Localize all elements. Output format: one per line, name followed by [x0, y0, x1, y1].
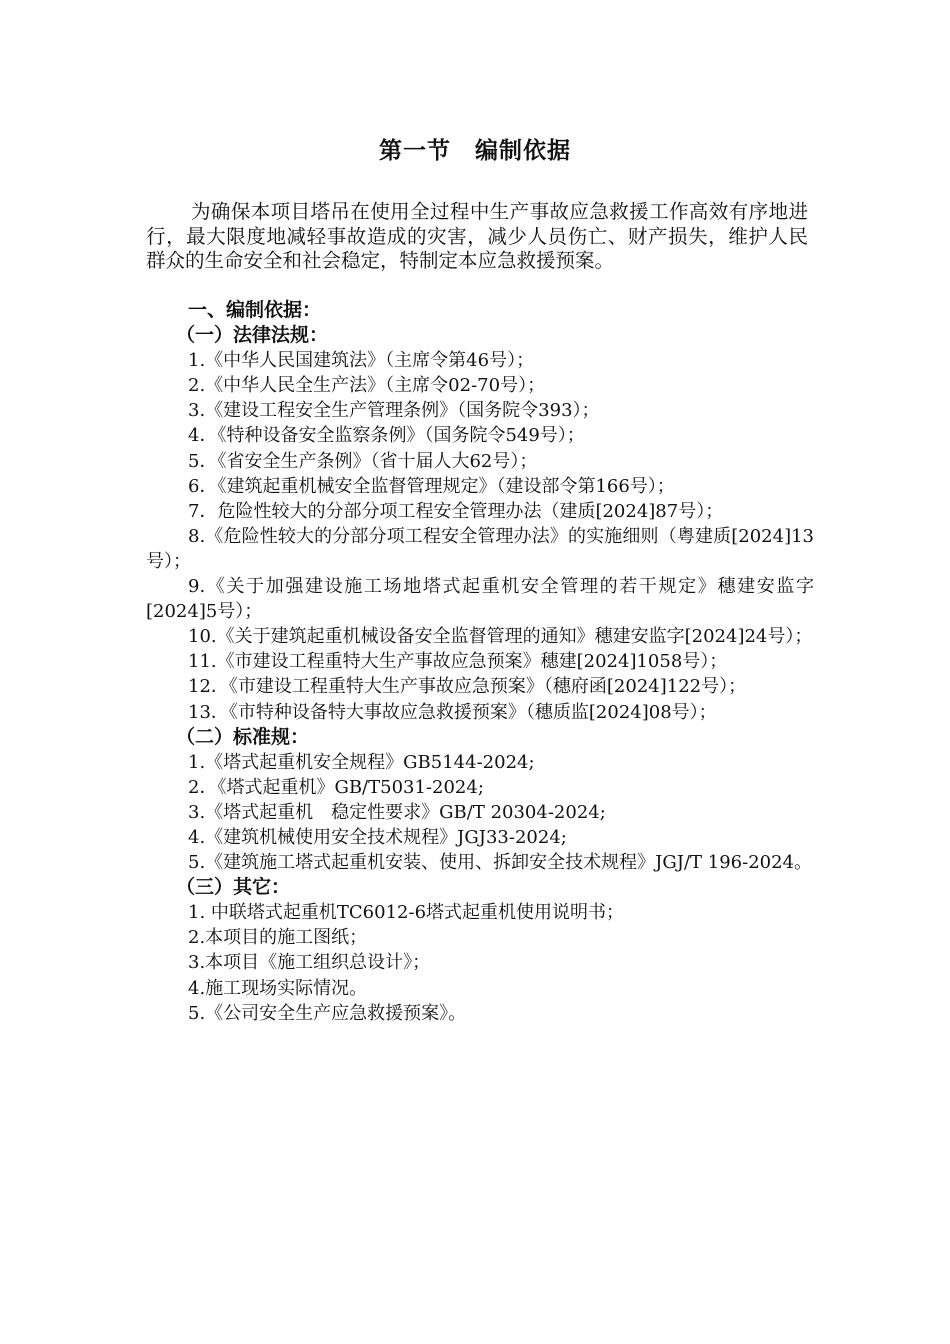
list-item: 13．《市特种设备特大事故应急救援预案》（穗质监[2024]08号）； — [188, 701, 717, 723]
list-item: 9.《关于加强建设施工场地塔式起重机安全管理的若干规定》穗建安监字[2024]5号）； — [146, 576, 814, 623]
list-item: 1.《中华人民国建筑法》（主席令第46号）； — [188, 350, 535, 372]
list-item: 5.《公司安全生产应急救援预案》。 — [188, 1002, 467, 1024]
heading-laws: （一）法律法规： — [176, 324, 329, 347]
list-item: 1. 中联塔式起重机TC6012-6塔式起重机使用说明书； — [188, 902, 625, 924]
heading-other: （三）其它： — [176, 876, 291, 899]
list-item: 4．《特种设备安全监察条例》（国务院令549号）； — [188, 425, 585, 447]
list-item: 11.《市建设工程重特大生产事故应急预案》穗建[2024]1058号）； — [188, 651, 728, 673]
laws-list — [146, 348, 814, 724]
section-title: 第一节 编制依据 — [379, 138, 571, 164]
heading-standards: （二）标准规： — [176, 725, 310, 748]
list-item: 12．《市建设工程重特大生产事故应急预案》（穗府函[2024]122号）； — [188, 676, 747, 698]
list-item: 3.本项目《施工组织总设计》； — [188, 952, 431, 974]
list-item: 5.《建筑施工塔式起重机安装、使用、拆卸安全技术规程》JGJ/T 196-2024。 — [188, 852, 813, 874]
list-item: 1.《塔式起重机安全规程》GB5144-2024; — [188, 751, 535, 773]
document-body — [146, 298, 814, 1026]
list-item: 4.《建筑机械使用安全技术规程》JGJ33-2024; — [188, 826, 567, 848]
list-item: 6．《建筑起重机械安全监督管理规定》（建设部令第166号）； — [188, 475, 675, 497]
list-item: 8.《危险性较大的分部分项工程安全管理办法》的实施细则（粤建质[2024]13号）； — [146, 525, 814, 572]
other-list — [146, 900, 814, 1025]
list-item: 7．危险性较大的分部分项工程安全管理办法（建质[2024]87号）； — [188, 500, 724, 522]
heading-basis: 一、编制依据： — [188, 299, 322, 321]
list-item: 3.《建设工程安全生产管理条例》（国务院令393）； — [188, 400, 600, 422]
intro-paragraph: 为确保本项目塔吊在使用全过程中生产事故应急救援工作高效有序地进行，最大限度地减轻事故造成的灾害，减少人员伤亡、财产损失，维护人民群众的生命安全和社会稳定，特制定本应急救援预案。 — [146, 200, 808, 272]
standards-list — [146, 750, 814, 875]
list-item: 2.本项目的施工图纸； — [188, 927, 368, 949]
list-item: 2.《中华人民全生产法》（主席令02-70号）； — [188, 375, 546, 397]
list-item: 3.《塔式起重机 稳定性要求》GB/T 20304-2024; — [188, 801, 606, 823]
list-item: 10.《关于建筑起重机械设备安全监督管理的通知》穗建安监字[2024]24号）； — [188, 626, 813, 648]
list-item: 5．《省安全生产条例》（省十届人大62号）； — [188, 450, 538, 472]
list-item: 2．《塔式起重机》GB/T5031-2024; — [188, 776, 484, 798]
list-item: 4.施工现场实际情况。 — [188, 977, 368, 999]
